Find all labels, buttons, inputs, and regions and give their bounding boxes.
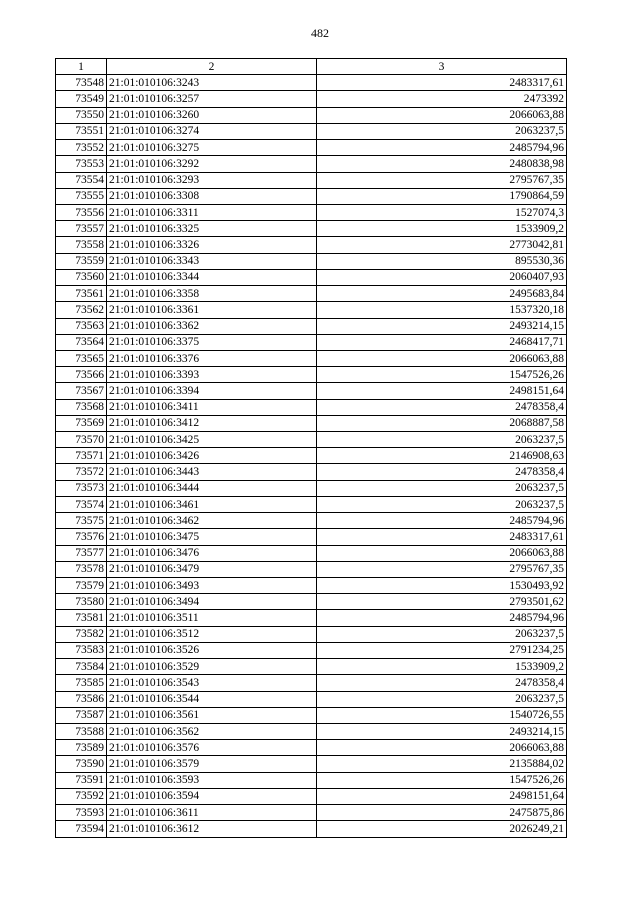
table-row: [56, 415, 567, 431]
row-number-cell: 73572: [56, 464, 107, 480]
table-body: [56, 75, 567, 837]
table-row: [56, 399, 567, 415]
column-header-1: 1: [56, 59, 107, 75]
column-header-3: 3: [317, 59, 567, 75]
row-number-cell: 73589: [56, 740, 107, 756]
row-number-cell: 73586: [56, 691, 107, 707]
table-row: [56, 448, 567, 464]
cadastral-number-cell: 21:01:010106:3243: [107, 75, 317, 91]
cadastral-number-cell: 21:01:010106:3376: [107, 350, 317, 366]
value-cell: 2066063,88: [317, 350, 567, 366]
row-number-cell: 73568: [56, 399, 107, 415]
cadastral-number-cell: 21:01:010106:3475: [107, 529, 317, 545]
value-cell: 2493214,15: [317, 318, 567, 334]
cadastral-number-cell: 21:01:010106:3362: [107, 318, 317, 334]
value-cell: 1527074,3: [317, 204, 567, 220]
value-cell: 1790864,59: [317, 188, 567, 204]
table-row: [56, 75, 567, 91]
value-cell: 2478358,4: [317, 675, 567, 691]
value-cell: 1547526,26: [317, 772, 567, 788]
table-row: [56, 123, 567, 139]
table-row: [56, 464, 567, 480]
cadastral-number-cell: 21:01:010106:3561: [107, 707, 317, 723]
table-row: [56, 269, 567, 285]
value-cell: 2026249,21: [317, 821, 567, 837]
value-cell: 2485794,96: [317, 513, 567, 529]
row-number-cell: 73561: [56, 286, 107, 302]
value-cell: 2063237,5: [317, 691, 567, 707]
row-number-cell: 73569: [56, 415, 107, 431]
table-row: [56, 578, 567, 594]
row-number-cell: 73583: [56, 642, 107, 658]
cadastral-number-cell: 21:01:010106:3308: [107, 188, 317, 204]
cadastral-number-cell: 21:01:010106:3412: [107, 415, 317, 431]
value-cell: 2063237,5: [317, 480, 567, 496]
row-number-cell: 73574: [56, 496, 107, 512]
row-number-cell: 73560: [56, 269, 107, 285]
table-row: [56, 188, 567, 204]
table-row: [56, 107, 567, 123]
cadastral-number-cell: 21:01:010106:3260: [107, 107, 317, 123]
value-cell: 2795767,35: [317, 172, 567, 188]
table-row: [56, 140, 567, 156]
value-cell: 2066063,88: [317, 545, 567, 561]
table-row: [56, 740, 567, 756]
cadastral-number-cell: 21:01:010106:3358: [107, 286, 317, 302]
value-cell: 1540726,55: [317, 707, 567, 723]
table-row: [56, 642, 567, 658]
table-row: [56, 805, 567, 821]
row-number-cell: 73591: [56, 772, 107, 788]
table-row: [56, 334, 567, 350]
cadastral-number-cell: 21:01:010106:3443: [107, 464, 317, 480]
cadastral-number-cell: 21:01:010106:3612: [107, 821, 317, 837]
cadastral-number-cell: 21:01:010106:3343: [107, 253, 317, 269]
table-row: [56, 513, 567, 529]
value-cell: 2475875,86: [317, 805, 567, 821]
row-number-cell: 73557: [56, 221, 107, 237]
row-number-cell: 73593: [56, 805, 107, 821]
value-cell: 2791234,25: [317, 642, 567, 658]
value-cell: 2773042,81: [317, 237, 567, 253]
cadastral-number-cell: 21:01:010106:3462: [107, 513, 317, 529]
row-number-cell: 73565: [56, 350, 107, 366]
row-number-cell: 73559: [56, 253, 107, 269]
value-cell: 2493214,15: [317, 723, 567, 739]
value-cell: 2478358,4: [317, 399, 567, 415]
value-cell: 1547526,26: [317, 367, 567, 383]
cadastral-number-cell: 21:01:010106:3526: [107, 642, 317, 658]
table-row: [56, 675, 567, 691]
value-cell: 2483317,61: [317, 529, 567, 545]
cadastral-number-cell: 21:01:010106:3529: [107, 659, 317, 675]
row-number-cell: 73554: [56, 172, 107, 188]
table-row: [56, 91, 567, 107]
value-cell: 2468417,71: [317, 334, 567, 350]
cadastral-number-cell: 21:01:010106:3393: [107, 367, 317, 383]
cadastral-number-cell: 21:01:010106:3274: [107, 123, 317, 139]
table-row: [56, 821, 567, 837]
table-row: [56, 594, 567, 610]
value-cell: 2063237,5: [317, 123, 567, 139]
row-number-cell: 73587: [56, 707, 107, 723]
cadastral-number-cell: 21:01:010106:3511: [107, 610, 317, 626]
row-number-cell: 73576: [56, 529, 107, 545]
cadastral-number-cell: 21:01:010106:3326: [107, 237, 317, 253]
cadastral-number-cell: 21:01:010106:3411: [107, 399, 317, 415]
cadastral-number-cell: 21:01:010106:3444: [107, 480, 317, 496]
row-number-cell: 73592: [56, 788, 107, 804]
cadastral-number-cell: 21:01:010106:3293: [107, 172, 317, 188]
value-cell: 2485794,96: [317, 610, 567, 626]
value-cell: 1530493,92: [317, 578, 567, 594]
cadastral-number-cell: 21:01:010106:3461: [107, 496, 317, 512]
table-row: [56, 302, 567, 318]
table-row: [56, 367, 567, 383]
page-number: 482: [311, 26, 329, 40]
table-row: [56, 707, 567, 723]
table-row: [56, 221, 567, 237]
value-cell: 2068887,58: [317, 415, 567, 431]
value-cell: 895530,36: [317, 253, 567, 269]
cadastral-number-cell: 21:01:010106:3494: [107, 594, 317, 610]
row-number-cell: 73585: [56, 675, 107, 691]
row-number-cell: 73549: [56, 91, 107, 107]
value-cell: 2135884,02: [317, 756, 567, 772]
table-row: [56, 659, 567, 675]
row-number-cell: 73553: [56, 156, 107, 172]
table-row: [56, 788, 567, 804]
cadastral-number-cell: 21:01:010106:3476: [107, 545, 317, 561]
row-number-cell: 73579: [56, 578, 107, 594]
table-row: [56, 253, 567, 269]
table-row: [56, 172, 567, 188]
table-row: [56, 561, 567, 577]
row-number-cell: 73580: [56, 594, 107, 610]
row-number-cell: 73551: [56, 123, 107, 139]
column-header-2: 2: [107, 59, 317, 75]
table-row: [56, 756, 567, 772]
value-cell: 2480838,98: [317, 156, 567, 172]
cadastral-number-cell: 21:01:010106:3311: [107, 204, 317, 220]
cadastral-number-cell: 21:01:010106:3512: [107, 626, 317, 642]
row-number-cell: 73562: [56, 302, 107, 318]
value-cell: 2063237,5: [317, 432, 567, 448]
cadastral-number-cell: 21:01:010106:3593: [107, 772, 317, 788]
cadastral-number-cell: 21:01:010106:3544: [107, 691, 317, 707]
value-cell: 2473392: [317, 91, 567, 107]
row-number-cell: 73573: [56, 480, 107, 496]
value-cell: 1533909,2: [317, 659, 567, 675]
row-number-cell: 73556: [56, 204, 107, 220]
table-row: [56, 529, 567, 545]
row-number-cell: 73548: [56, 75, 107, 91]
value-cell: 2063237,5: [317, 496, 567, 512]
row-number-cell: 73571: [56, 448, 107, 464]
row-number-cell: 73558: [56, 237, 107, 253]
table-header-row: [56, 59, 567, 75]
table-row: [56, 496, 567, 512]
value-cell: 2063237,5: [317, 626, 567, 642]
cadastral-number-cell: 21:01:010106:3344: [107, 269, 317, 285]
cadastral-number-cell: 21:01:010106:3257: [107, 91, 317, 107]
table-row: [56, 350, 567, 366]
cadastral-number-cell: 21:01:010106:3579: [107, 756, 317, 772]
value-cell: 2483317,61: [317, 75, 567, 91]
row-number-cell: 73566: [56, 367, 107, 383]
cadastral-number-cell: 21:01:010106:3426: [107, 448, 317, 464]
cadastral-number-cell: 21:01:010106:3562: [107, 723, 317, 739]
table-row: [56, 691, 567, 707]
row-number-cell: 73555: [56, 188, 107, 204]
value-cell: 2498151,64: [317, 788, 567, 804]
row-number-cell: 73588: [56, 723, 107, 739]
cadastral-number-cell: 21:01:010106:3361: [107, 302, 317, 318]
row-number-cell: 73575: [56, 513, 107, 529]
row-number-cell: 73563: [56, 318, 107, 334]
value-cell: 2495683,84: [317, 286, 567, 302]
table-row: [56, 318, 567, 334]
value-cell: 1537320,18: [317, 302, 567, 318]
row-number-cell: 73582: [56, 626, 107, 642]
cadastral-number-cell: 21:01:010106:3611: [107, 805, 317, 821]
table-row: [56, 772, 567, 788]
table-row: [56, 383, 567, 399]
cadastral-number-cell: 21:01:010106:3375: [107, 334, 317, 350]
value-cell: 2795767,35: [317, 561, 567, 577]
row-number-cell: 73550: [56, 107, 107, 123]
value-cell: 2478358,4: [317, 464, 567, 480]
row-number-cell: 73577: [56, 545, 107, 561]
cadastral-number-cell: 21:01:010106:3292: [107, 156, 317, 172]
table-row: [56, 723, 567, 739]
row-number-cell: 73594: [56, 821, 107, 837]
table-row: [56, 626, 567, 642]
row-number-cell: 73567: [56, 383, 107, 399]
table-row: [56, 237, 567, 253]
table-row: [56, 480, 567, 496]
registry-table: [55, 58, 567, 838]
table-row: [56, 204, 567, 220]
value-cell: 1533909,2: [317, 221, 567, 237]
value-cell: 2498151,64: [317, 383, 567, 399]
value-cell: 2146908,63: [317, 448, 567, 464]
value-cell: 2485794,96: [317, 140, 567, 156]
cadastral-number-cell: 21:01:010106:3479: [107, 561, 317, 577]
cadastral-number-cell: 21:01:010106:3493: [107, 578, 317, 594]
cadastral-number-cell: 21:01:010106:3576: [107, 740, 317, 756]
row-number-cell: 73578: [56, 561, 107, 577]
cadastral-number-cell: 21:01:010106:3543: [107, 675, 317, 691]
table-row: [56, 286, 567, 302]
table-row: [56, 432, 567, 448]
cadastral-number-cell: 21:01:010106:3594: [107, 788, 317, 804]
row-number-cell: 73552: [56, 140, 107, 156]
value-cell: 2066063,88: [317, 740, 567, 756]
cadastral-number-cell: 21:01:010106:3425: [107, 432, 317, 448]
row-number-cell: 73564: [56, 334, 107, 350]
table-row: [56, 156, 567, 172]
table-row: [56, 545, 567, 561]
cadastral-number-cell: 21:01:010106:3325: [107, 221, 317, 237]
table-row: [56, 610, 567, 626]
cadastral-number-cell: 21:01:010106:3275: [107, 140, 317, 156]
row-number-cell: 73581: [56, 610, 107, 626]
value-cell: 2793501,62: [317, 594, 567, 610]
value-cell: 2060407,93: [317, 269, 567, 285]
value-cell: 2066063,88: [317, 107, 567, 123]
row-number-cell: 73590: [56, 756, 107, 772]
row-number-cell: 73584: [56, 659, 107, 675]
row-number-cell: 73570: [56, 432, 107, 448]
cadastral-number-cell: 21:01:010106:3394: [107, 383, 317, 399]
